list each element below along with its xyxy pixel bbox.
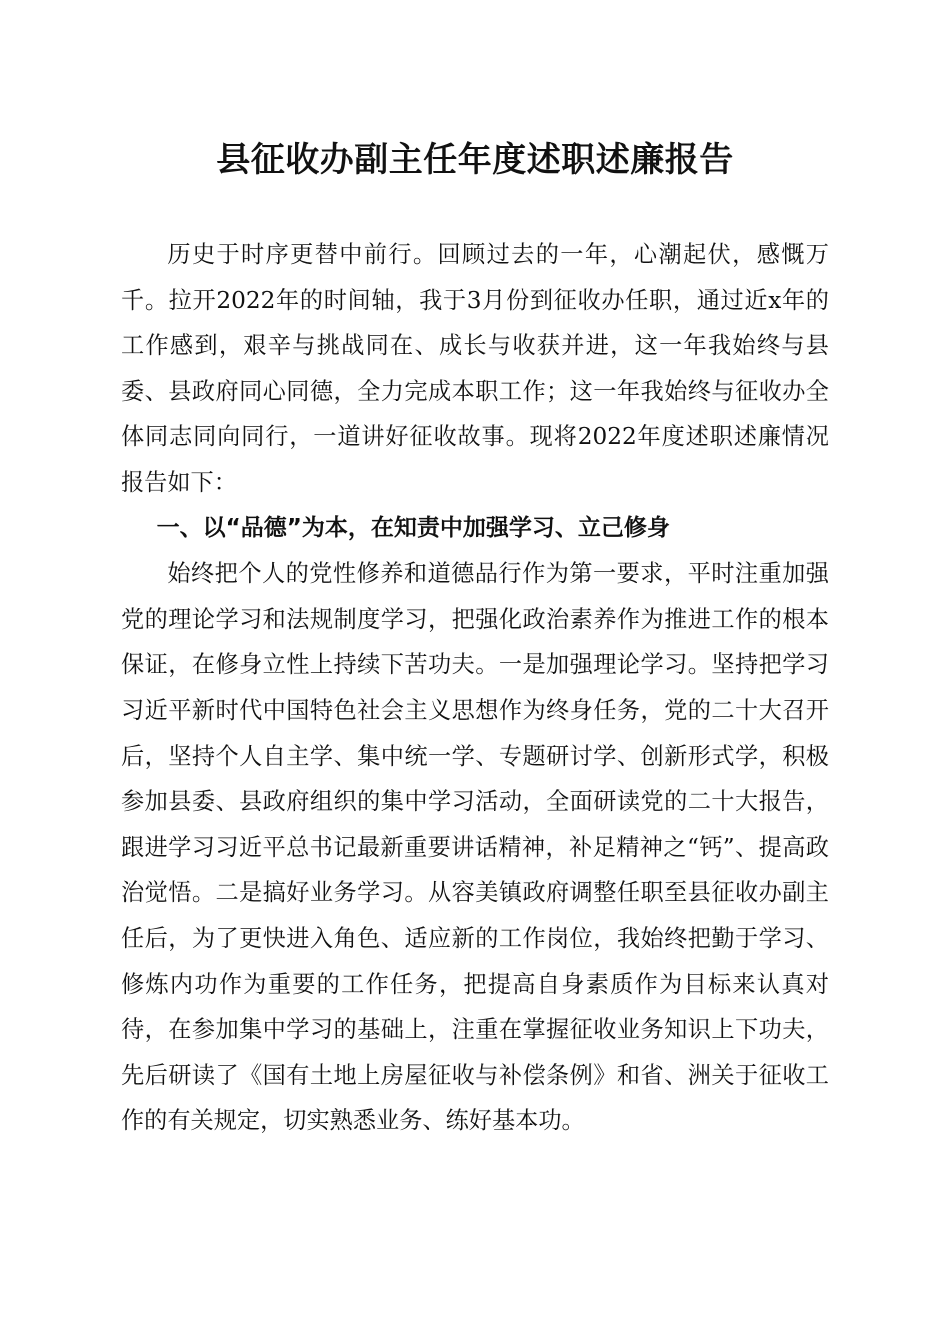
- document-body: [121, 232, 829, 1144]
- section-1-paragraph: 始终把个人的党性修养和道德品行作为第一要求，平时注重加强党的理论学习和法规制度学习，把强化政治素养作为推进工作的根本保证，在修身立性上持续下苦功夫。一是加强理论学习。坚持把学习习近平新时代中国特色社会主义思想作为终身任务，党的二十大召开后，坚持个人自主学、集中统一学、专题研讨学、创新形式学，积极参加县委、县政府组织的集中学习活动，全面研读党的二十大报告，跟进学习习近平总书记最新重要讲话精神，补足精神之“钙”、提高政治觉悟。二是搞好业务学习。从容美镇政府调整任职至县征收办副主任后，为了更快进入角色、适应新的工作岗位，我始终把勤于学习、修炼内功作为重要的工作任务，把提高自身素质作为目标来认真对待，在参加集中学习的基础上，注重在掌握征收业务知识上下功夫，先后研读了《国有土地上房屋征收与补偿条例》和省、洲关于征收工作的有关规定，切实熟悉业务、练好基本功。: [121, 560, 829, 1135]
- intro-paragraph: 历史于时序更替中前行。回顾过去的一年，心潮起伏，感慨万千。拉开2022年的时间轴，我于3月份到征收办任职，通过近x年的工作感到，艰辛与挑战同在、成长与收获并进，这一年我始终与县委、县政府同心同德，全力完成本职工作；这一年我始终与征收办全体同志同向同行，一道讲好征收故事。现将2022年度述职述廉情况报告如下：: [121, 241, 829, 496]
- document-title: 县征收办副主任年度述职述廉报告: [216, 140, 734, 180]
- section-1-heading: 一、以“品德”为本，在知责中加强学习、立己修身: [156, 514, 670, 541]
